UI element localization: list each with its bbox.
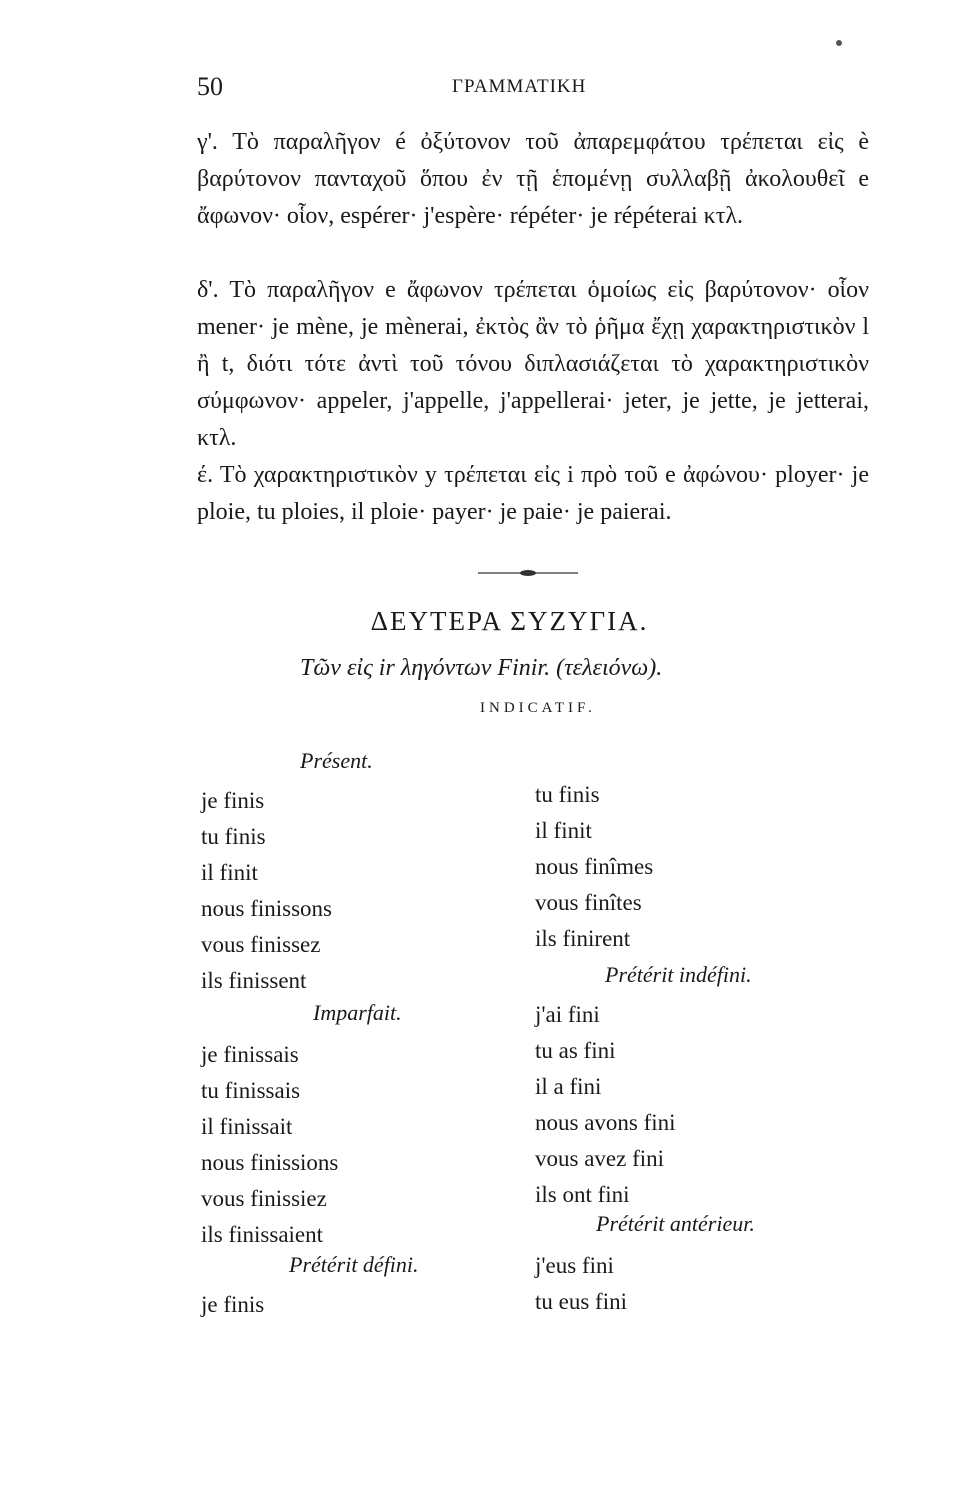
page-header	[197, 72, 867, 112]
conjugation-form: j'eus fini	[535, 1253, 614, 1278]
conjugation-form: ils finirent	[535, 926, 631, 951]
passe-defini-forms	[535, 777, 653, 957]
preterit-defini-forms	[201, 1287, 264, 1323]
conjugation-form: tu as fini	[535, 1038, 616, 1063]
paragraph-epsilon: έ. Τὸ χαρακτηριστικὸν y τρέπεται εἰς i πρὸ τοῦ e ἀφώνου· ployer· je ploie, tu ploies, il ploie· payer· je paie· je paierai.	[197, 462, 869, 525]
conjugation-form: vous avez fini	[535, 1146, 665, 1171]
conjugation-form: j'ai fini	[535, 1002, 600, 1027]
present-forms	[201, 783, 332, 999]
tense-heading-preterit-indefini: Prétérit indéfini.	[605, 962, 752, 987]
tense-heading-present: Présent.	[300, 748, 373, 773]
conjugation-form: tu eus fini	[535, 1289, 627, 1314]
conjugation-form: nous finissions	[201, 1150, 339, 1175]
conjugation-form: vous finîtes	[535, 890, 642, 915]
conjugation-form: vous finissiez	[201, 1186, 327, 1211]
tense-heading-preterit-defini: Prétérit défini.	[289, 1252, 419, 1277]
paragraph-gamma: γ'. Τὸ παραλῆγον é ὀξύτονον τοῦ ἀπαρεμφάτου τρέπεται εἰς è βαρύτονον πανταχοῦ ὅπου ἐν τῇ ἑπομένῃ συλλαβῇ ἀκολουθεῖ e ἄφωνον· οἷον, espérer· j'espère· répéter· je répéterai κτλ.	[197, 129, 869, 229]
tense-heading-preterit-anterieur: Prétérit antérieur.	[596, 1211, 755, 1236]
conjugation-form: ils finissent	[201, 968, 307, 993]
ink-spot	[836, 40, 842, 46]
conjugation-form: vous finissez	[201, 932, 321, 957]
conjugation-form: ils finissaient	[201, 1222, 324, 1247]
conjugation-form: il finissait	[201, 1114, 293, 1139]
conjugation-form: ils ont fini	[535, 1182, 630, 1207]
conjugation-form: je finis	[201, 1292, 265, 1317]
divider-ornament	[478, 569, 578, 577]
conjugation-form: tu finissais	[201, 1078, 301, 1103]
conjugation-form: tu finis	[201, 824, 266, 849]
conjugation-form: il a fini	[535, 1074, 602, 1099]
section-subtitle: Τῶν εἰς ir ληγόντων Finir. (τελειόνω).	[300, 655, 663, 681]
conjugation-form: il finit	[201, 860, 258, 885]
conjugation-form: je finissais	[201, 1042, 299, 1067]
conjugation-form: il finit	[535, 818, 592, 843]
imparfait-forms	[201, 1037, 338, 1253]
page-number: 50	[197, 72, 223, 101]
mood-heading: INDICATIF.	[480, 700, 596, 716]
conjugation-form: nous avons fini	[535, 1110, 676, 1135]
preterit-anterieur-forms	[535, 1248, 627, 1320]
conjugation-form: je finis	[201, 788, 265, 813]
tense-heading-imparfait: Imparfait.	[313, 1000, 402, 1025]
conjugation-form: tu finis	[535, 782, 600, 807]
conjugation-form: nous finîmes	[535, 854, 654, 879]
conjugation-form: nous finissons	[201, 896, 332, 921]
section-title: ΔΕΥΤΕΡΑ ΣΥΖΥΓΙΑ.	[370, 606, 649, 636]
paragraph-delta: δ'. Τὸ παραλῆγον e ἄφωνον τρέπεται ὁμοίως εἰς βαρύτονον· οἷον mener· je mène, je mènerai, ἐκτὸς ἂν τὸ ῥῆμα ἔχῃ χαρακτηριστικὸν l ἢ t, διότι τότε ἀντὶ τοῦ τόνου διπλασιάζεται τὸ χαρακτηριστικὸν σύμφωνον· appeler, j'appelle, j'appellerai· jeter, je jette, je jetterai, κτλ.	[197, 277, 869, 451]
running-title: ΓΡΑΜΜΑΤΙΚΗ	[452, 76, 587, 97]
preterit-indefini-forms	[535, 997, 676, 1213]
